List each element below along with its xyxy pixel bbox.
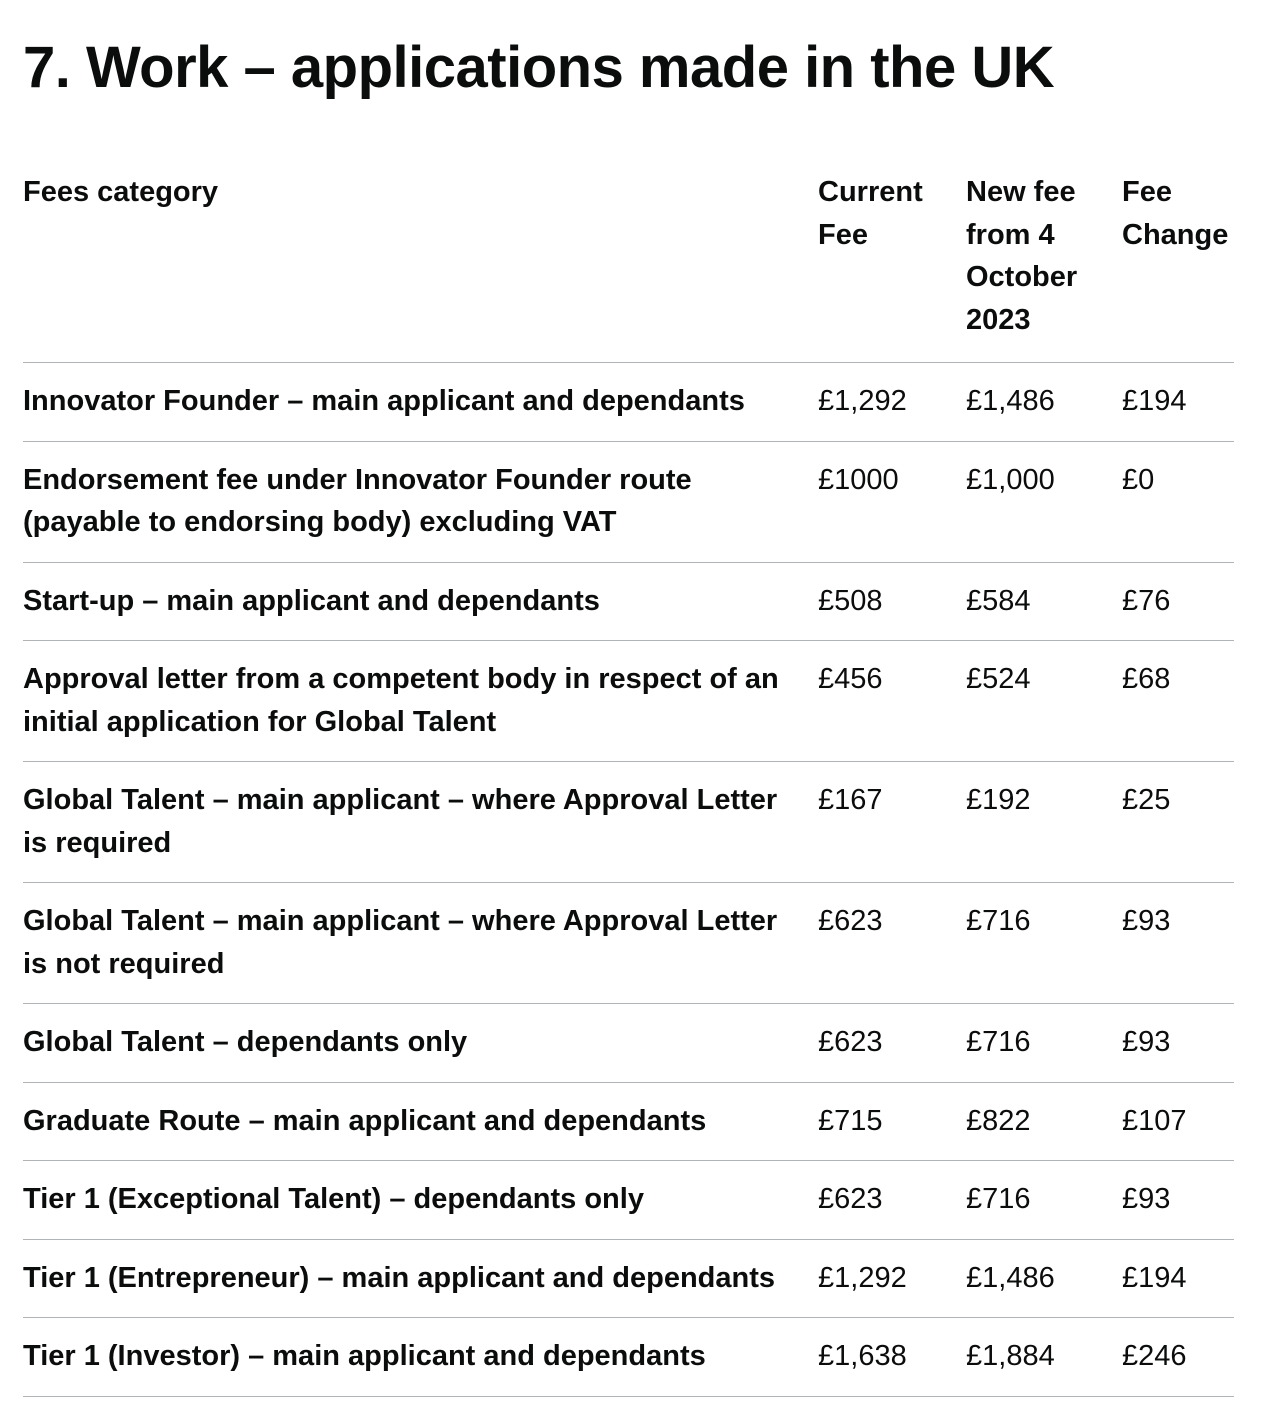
current-fee-cell: £623 (818, 883, 966, 1004)
fees-category-cell: Start-up – main applicant and dependants (23, 562, 818, 641)
current-fee-cell: £1,638 (818, 1318, 966, 1397)
fee-change-cell: £76 (1122, 562, 1234, 641)
header-current-fee: Current Fee (818, 171, 966, 363)
current-fee-cell: £1,292 (818, 1239, 966, 1318)
current-fee-cell: £167 (818, 762, 966, 883)
table-row (23, 1318, 1234, 1397)
current-fee-cell: £623 (818, 1004, 966, 1083)
table-row (23, 1004, 1234, 1083)
fees-category-cell: Global Talent – main applicant – where Approval Letter is not required (23, 883, 818, 1004)
table-row (23, 1161, 1234, 1240)
table-header (23, 171, 1234, 363)
current-fee-cell: £715 (818, 1082, 966, 1161)
fees-category-cell: Innovator Founder – main applicant and dependants (23, 363, 818, 442)
fees-table (23, 171, 1234, 1397)
fee-change-cell: £93 (1122, 1161, 1234, 1240)
new-fee-cell: £1,884 (966, 1318, 1122, 1397)
fees-category-cell: Global Talent – dependants only (23, 1004, 818, 1083)
new-fee-cell: £716 (966, 1004, 1122, 1083)
fees-category-cell: Graduate Route – main applicant and dependants (23, 1082, 818, 1161)
new-fee-cell: £1,486 (966, 1239, 1122, 1318)
table-row (23, 883, 1234, 1004)
new-fee-cell: £716 (966, 1161, 1122, 1240)
fee-change-cell: £68 (1122, 641, 1234, 762)
page-title: 7. Work – applications made in the UK (23, 35, 1055, 100)
current-fee-cell: £456 (818, 641, 966, 762)
new-fee-cell: £1,486 (966, 363, 1122, 442)
header-row (23, 171, 1234, 363)
new-fee-cell: £716 (966, 883, 1122, 1004)
fees-category-cell: Endorsement fee under Innovator Founder route (payable to endorsing body) excluding VAT (23, 441, 818, 562)
current-fee-cell: £1000 (818, 441, 966, 562)
fee-change-cell: £93 (1122, 1004, 1234, 1083)
table-row (23, 1239, 1234, 1318)
fees-category-cell: Approval letter from a competent body in respect of an initial application for Global Talent (23, 641, 818, 762)
table-row (23, 441, 1234, 562)
current-fee-cell: £508 (818, 562, 966, 641)
fee-change-cell: £0 (1122, 441, 1234, 562)
table-row (23, 641, 1234, 762)
fees-category-cell: Global Talent – main applicant – where Approval Letter is required (23, 762, 818, 883)
fee-change-cell: £25 (1122, 762, 1234, 883)
header-new-fee: New fee from 4 October 2023 (966, 171, 1122, 363)
new-fee-cell: £524 (966, 641, 1122, 762)
header-fee-change: Fee Change (1122, 171, 1234, 363)
header-fees-category: Fees category (23, 171, 818, 363)
current-fee-cell: £623 (818, 1161, 966, 1240)
new-fee-cell: £192 (966, 762, 1122, 883)
fee-change-cell: £194 (1122, 363, 1234, 442)
fee-change-cell: £93 (1122, 883, 1234, 1004)
current-fee-cell: £1,292 (818, 363, 966, 442)
fee-change-cell: £194 (1122, 1239, 1234, 1318)
table-row (23, 762, 1234, 883)
new-fee-cell: £822 (966, 1082, 1122, 1161)
new-fee-cell: £1,000 (966, 441, 1122, 562)
new-fee-cell: £584 (966, 562, 1122, 641)
table-row (23, 1082, 1234, 1161)
fees-category-cell: Tier 1 (Exceptional Talent) – dependants only (23, 1161, 818, 1240)
table-row (23, 363, 1234, 442)
fee-change-cell: £107 (1122, 1082, 1234, 1161)
fees-category-cell: Tier 1 (Investor) – main applicant and dependants (23, 1318, 818, 1397)
table-body (23, 363, 1234, 1397)
fees-category-cell: Tier 1 (Entrepreneur) – main applicant and dependants (23, 1239, 818, 1318)
table-row (23, 562, 1234, 641)
fee-change-cell: £246 (1122, 1318, 1234, 1397)
